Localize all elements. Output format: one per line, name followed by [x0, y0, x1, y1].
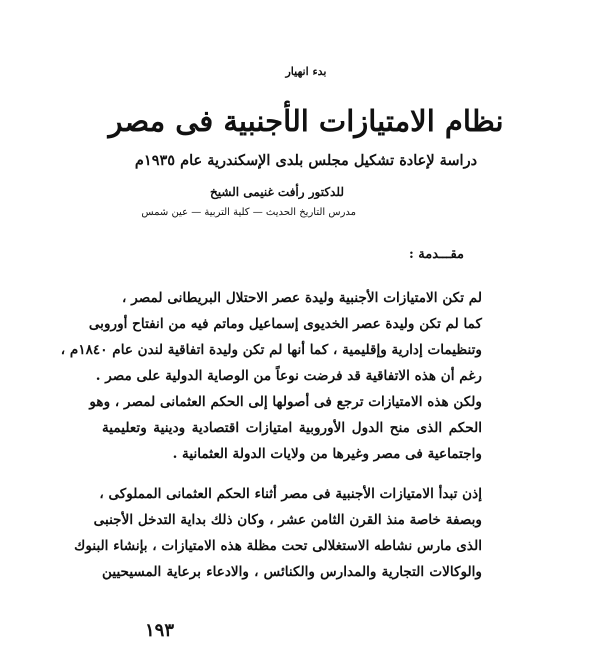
section-heading: مقـــدمة : [408, 247, 464, 262]
author-affiliation: مدرس التاريخ الحديث — كلية التربية — عين شمس [141, 207, 356, 218]
body-line: ولكن هذه الامتيازات ترجع فى أصولها إلى الحكم العثمانى لمصر ، وهو [89, 394, 482, 410]
body-line: واجتماعية فى مصر وغيرها من ولايات الدولة العثمانية . [172, 446, 482, 462]
body-line: لم تكن الامتيازات الأجنبية وليدة عصر الاحتلال البريطانى لمصر ، [122, 290, 482, 306]
article-kicker: بدء انهيار [285, 65, 327, 78]
body-line: إذن تبدأ الامتيازات الأجنبية فى مصر أثناء الحكم العثمانى المملوكى ، [99, 486, 482, 502]
page-number: ١٩٣ [144, 620, 174, 641]
body-line: رغم أن هذه الاتفاقية قد فرضت نوعاً من الوصاية الدولية على مصر . [95, 368, 482, 384]
body-line: كما لم تكن وليدة عصر الخديوى إسماعيل وماتم فيه من انفتاح أوروبى [88, 316, 482, 332]
article-title: نظام الامتيازات الأجنبية فى مصر [108, 104, 504, 138]
body-line: وبصفة خاصة منذ القرن الثامن عشر ، وكان ذلك بداية التدخل الأجنبى [93, 512, 482, 528]
article-subtitle: دراسة لإعادة تشكيل مجلس بلدى الإسكندرية عام ١٩٣٥م [134, 152, 478, 169]
body-line: الحكم الذى منح الدول الأوروبية امتيازات اقتصادية ودينية وتعليمية [102, 420, 482, 436]
body-line: والوكالات التجارية والمدارس والكنائس ، والادعاء برعاية المسيحيين [102, 564, 482, 580]
body-line: وتنظيمات إدارية وإقليمية ، كما أنها لم تكن وليدة اتفاقية لندن عام ١٨٤٠م ، [60, 342, 482, 358]
author-name: للدكتور رأفت غنيمى الشيخ [210, 185, 344, 199]
body-line: الذى مارس نشاطه الاستغلالى تحت مظلة هذه الامتيازات ، بإنشاء البنوك [74, 538, 482, 554]
